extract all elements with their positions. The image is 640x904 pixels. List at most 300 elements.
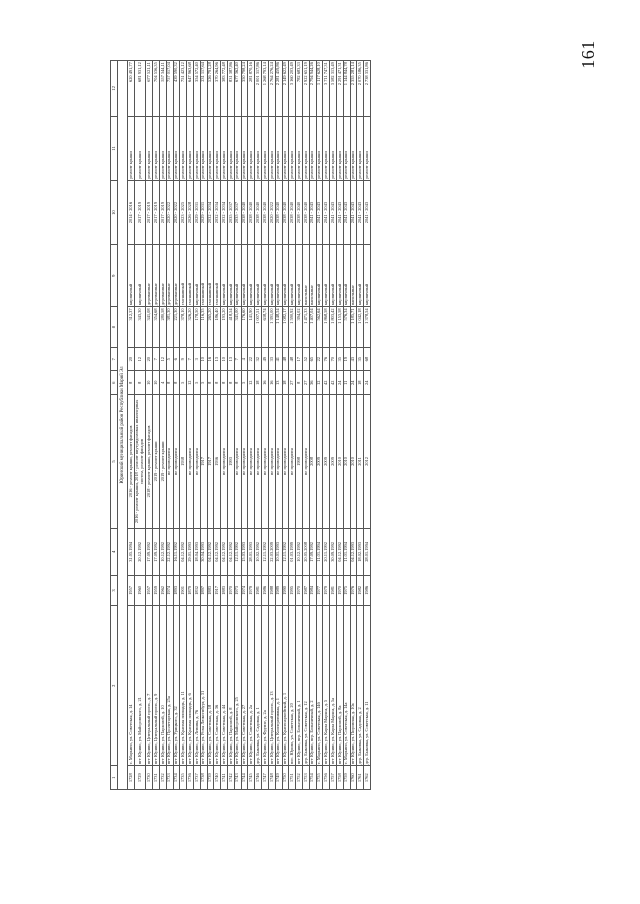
cell-area: 186,40 bbox=[214, 307, 221, 348]
column-number-3: 3 bbox=[111, 575, 118, 605]
cell-floors-or-entrances: 42 bbox=[323, 371, 330, 395]
cell-apartments: 41 bbox=[275, 347, 282, 371]
cell-last-repair: не проводился bbox=[193, 395, 200, 529]
cell-row-number: 1735 bbox=[180, 766, 187, 790]
cell-apartments: 5 bbox=[166, 347, 173, 371]
cell-last-repair: не проводился bbox=[289, 395, 296, 529]
cell-apartments: 76 bbox=[323, 347, 330, 371]
cell-address: пгт Юрино, ул. Красная площадь, д. 11 bbox=[180, 605, 187, 766]
cell-planned-period: 2038 - 2040 bbox=[275, 180, 282, 244]
table-row bbox=[337, 61, 344, 790]
cell-address: дер. Быковка, ул. Садовая, д. 1 bbox=[255, 605, 262, 766]
cell-year-built: 1974 bbox=[166, 575, 173, 605]
cell-row-number: 1732 bbox=[159, 766, 166, 790]
cell-address: пгт Юрино, ул. Пиронная, д. 10а bbox=[350, 605, 357, 766]
cell-area: 1 042,18 bbox=[357, 307, 364, 348]
table-row bbox=[207, 61, 214, 790]
cell-address: пгт Юрино, ул. Фрунзе, д. 2а bbox=[262, 605, 269, 766]
cell-apartments: 35 bbox=[357, 347, 364, 371]
cell-area: 1 153,58 bbox=[337, 307, 344, 348]
cell-floors-or-entrances: 16 bbox=[262, 371, 269, 395]
cell-apartments: 12 bbox=[134, 347, 145, 371]
cell-planned-period: 2035 - 2037 bbox=[228, 180, 235, 244]
cell-last-repair: не проводился bbox=[302, 395, 309, 529]
cell-cost: 647 963,68 bbox=[187, 61, 194, 117]
cell-last-repair: не проводился bbox=[234, 395, 241, 529]
cell-address: пгт Юрино, ул. Кооперативная, д. 1 bbox=[275, 605, 282, 766]
cell-floors-or-entrances: 8 bbox=[207, 371, 214, 395]
cell-year-built: 1979 bbox=[323, 575, 330, 605]
cell-address: пгт Юрино, ул. Розы Люксембург, д. 31 bbox=[200, 605, 207, 766]
cell-area: 1 378,54 bbox=[364, 307, 371, 348]
cell-work-type: ремонт крыши bbox=[268, 116, 275, 180]
cell-privatization-date: 28.01.1994 bbox=[364, 528, 371, 575]
cell-work-type: ремонт крыши bbox=[350, 116, 357, 180]
cell-area: 1 082,17 bbox=[282, 307, 289, 348]
cell-privatization-date: 10.02.1992 bbox=[255, 528, 262, 575]
cell-year-built: 1957 bbox=[146, 575, 153, 605]
cell-planned-period: 2029 - 2031 bbox=[200, 180, 207, 244]
cell-area: 1 803,42 bbox=[330, 307, 337, 348]
cell-apartments: 13 bbox=[228, 347, 235, 371]
cell-floors-or-entrances: 8 bbox=[214, 371, 221, 395]
cell-apartments: 49 bbox=[262, 347, 269, 371]
cell-last-repair: не проводился bbox=[255, 395, 262, 529]
cell-address: дер. Быковка, ул. Советская, д. 12 bbox=[302, 605, 309, 766]
cell-cost: 370 264,96 bbox=[214, 61, 221, 117]
table-row bbox=[193, 61, 200, 790]
cell-last-repair: 2018 - ремонт крыши, ремонт фасадов bbox=[146, 395, 153, 529]
cell-year-built: 1974 bbox=[241, 575, 248, 605]
cell-row-number: 1734 bbox=[173, 766, 180, 790]
cell-last-repair: не проводился bbox=[282, 395, 289, 529]
cell-address: с. Марьино, ул. Советская, д. 14 bbox=[128, 605, 135, 766]
cell-year-built: 1979 bbox=[248, 575, 255, 605]
cell-floors-or-entrances: 8 bbox=[234, 371, 241, 395]
cell-planned-period: 2020 - 2022 bbox=[173, 180, 180, 244]
cell-wall-material: смешанный bbox=[214, 245, 221, 307]
cell-apartments: 13 bbox=[214, 347, 221, 371]
cell-row-number: 1741 bbox=[221, 766, 228, 790]
cell-area: 562,64 bbox=[316, 307, 323, 348]
cell-planned-period: 2038 - 2040 bbox=[296, 180, 303, 244]
cell-last-repair: не проводился bbox=[241, 395, 248, 529]
cell-area: 354,68 bbox=[153, 307, 160, 348]
cell-work-type: ремонт крыши bbox=[364, 116, 371, 180]
cell-cost: 620 491,77 bbox=[128, 61, 135, 117]
cell-address: с. Марьино, ул. Советская, д. 14а bbox=[343, 605, 350, 766]
cell-cost: 2 738 331,86 bbox=[364, 61, 371, 117]
cell-planned-period: 2014 - 2016 bbox=[128, 180, 135, 244]
cell-planned-period: 2041 - 2043 bbox=[330, 180, 337, 244]
cell-row-number: 1754 bbox=[309, 766, 316, 790]
cell-work-type: ремонт крыши bbox=[323, 116, 330, 180]
cell-last-repair: не проводился bbox=[248, 395, 255, 529]
cell-work-type: ремонт крыши bbox=[221, 116, 228, 180]
cell-row-number: 1757 bbox=[330, 766, 337, 790]
cell-wall-material: кирпичный bbox=[296, 245, 303, 307]
cell-cost: 350 798,24 bbox=[241, 61, 248, 117]
cell-cost: 2 149 622,49 bbox=[282, 61, 289, 117]
cell-planned-period: 2032 - 2034 bbox=[207, 180, 214, 244]
cell-privatization-date: 29.01.1993 bbox=[187, 528, 194, 575]
cell-last-repair: 2009 bbox=[330, 395, 337, 529]
cell-last-repair: 2019 - ремонт крыши bbox=[153, 395, 160, 529]
cell-apartments: 48 bbox=[282, 347, 289, 371]
cell-floors-or-entrances: 16 bbox=[268, 371, 275, 395]
cell-cost: 704 536,35 bbox=[153, 61, 160, 117]
cell-cost: 354 572,40 bbox=[193, 61, 200, 117]
cell-row-number: 1737 bbox=[193, 766, 200, 790]
table-row bbox=[159, 61, 166, 790]
cell-privatization-date: 30.04.1993 bbox=[200, 528, 207, 575]
cell-wall-material: смешанный bbox=[200, 245, 207, 307]
table-row bbox=[173, 61, 180, 790]
table-row bbox=[309, 61, 316, 790]
cell-last-repair: 2016 - ремонт крыши, ремонт фасадов bbox=[128, 395, 135, 529]
table-row bbox=[330, 61, 337, 790]
cell-last-repair: 1938 bbox=[180, 395, 187, 529]
column-number-10: 10 bbox=[111, 180, 118, 244]
cell-address: пгт Юрино, ул. Советская, д. 2а bbox=[248, 605, 255, 766]
cell-area: 1 391,00 bbox=[268, 307, 275, 348]
cell-address: пгт Юрино, ул. Майоровского, д. 25 bbox=[234, 605, 241, 766]
cell-planned-period: 2020 - 2022 bbox=[268, 180, 275, 244]
cell-area: 1 007,51 bbox=[255, 307, 262, 348]
cell-address: дер. Быковка, ул. Советская, д. 11 bbox=[364, 605, 371, 766]
cell-address: пгт Юрино, ул. Пархомей, д. 8 bbox=[228, 605, 235, 766]
column-number-11: 11 bbox=[111, 116, 118, 180]
cell-work-type: ремонт крыши bbox=[262, 116, 269, 180]
cell-year-built: 1982 bbox=[357, 575, 364, 605]
cell-area: 576,34 bbox=[343, 307, 350, 348]
cell-address: пгт Юрино, ул. Пархомей, д. 10 bbox=[159, 605, 166, 766]
cell-wall-material: кирпичный bbox=[221, 245, 228, 307]
column-number-12: 12 bbox=[111, 61, 118, 117]
table-row bbox=[234, 61, 241, 790]
cell-wall-material: кирпичный bbox=[248, 245, 255, 307]
cell-row-number: 1733 bbox=[166, 766, 173, 790]
cell-planned-period: 2035 - 2037 bbox=[234, 180, 241, 244]
cell-area: 193,20 bbox=[221, 307, 228, 348]
cell-last-repair: 1917 bbox=[200, 395, 207, 529]
cell-privatization-date: 04.12.1992 bbox=[228, 528, 235, 575]
cell-work-type: ремонт крыши bbox=[234, 116, 241, 180]
cell-planned-period: 2026 - 2028 bbox=[187, 180, 194, 244]
cell-last-repair: 2009 bbox=[323, 395, 330, 529]
cell-cost: 831 387,86 bbox=[228, 61, 235, 117]
cell-row-number: 1743 bbox=[234, 766, 241, 790]
cell-address: пгт Юрино, ул. Красная площадь, д. 6 bbox=[187, 605, 194, 766]
cell-year-built: 1960 bbox=[134, 575, 145, 605]
cell-cost: 677 362,40 bbox=[234, 61, 241, 117]
cell-privatization-date: 04.12.1993 bbox=[350, 528, 357, 575]
cell-area: 141,90 bbox=[248, 307, 255, 348]
column-number-7: 7 bbox=[111, 347, 118, 371]
cell-planned-period: 2041 - 2043 bbox=[323, 180, 330, 244]
cell-wall-material: смешанный bbox=[180, 245, 187, 307]
cell-wall-material: кирпичный bbox=[289, 245, 296, 307]
cell-cost: 782 683,33 bbox=[296, 61, 303, 117]
cell-work-type: ремонт крыши bbox=[343, 116, 350, 180]
cell-row-number: 1738 bbox=[200, 766, 207, 790]
cell-row-number: 1745 bbox=[248, 766, 255, 790]
cell-planned-period: 2038 - 2040 bbox=[262, 180, 269, 244]
cell-wall-material: кирпичный bbox=[241, 245, 248, 307]
cell-year-built: 1893 bbox=[173, 575, 180, 605]
cell-wall-material: кирпичный bbox=[337, 245, 344, 307]
column-number-8: 8 bbox=[111, 307, 118, 348]
cell-row-number: 1758 bbox=[337, 766, 344, 790]
table-row bbox=[153, 61, 160, 790]
cell-row-number: 1747 bbox=[262, 766, 269, 790]
cell-cost: 2 764 276,24 bbox=[268, 61, 275, 117]
cell-row-number: 1730 bbox=[146, 766, 153, 790]
cell-wall-material: кирпичный bbox=[228, 245, 235, 307]
cell-year-built: 1901 bbox=[180, 575, 187, 605]
rotated-table-container bbox=[110, 60, 610, 790]
cell-wall-material: кирпичный bbox=[343, 245, 350, 307]
table-row bbox=[268, 61, 275, 790]
cell-privatization-date: 31.05.1994 bbox=[128, 528, 135, 575]
cell-row-number: 1740 bbox=[214, 766, 221, 790]
cell-year-built: 1959 bbox=[153, 575, 160, 605]
cell-planned-period: 2029 - 2031 bbox=[193, 180, 200, 244]
cell-last-repair: не проводился bbox=[262, 395, 269, 529]
cell-floors-or-entrances: 5 bbox=[180, 371, 187, 395]
cell-wall-material: кирпичный bbox=[364, 245, 371, 307]
cell-address: дер. Быковка, ул. Садовая, д. 2 bbox=[357, 605, 364, 766]
cell-address: пгт Юрино, Центральный просп., д. 13 bbox=[268, 605, 275, 766]
cell-work-type: ремонт крыши bbox=[282, 116, 289, 180]
cell-year-built: 1995 bbox=[289, 575, 296, 605]
column-number-row bbox=[111, 61, 118, 790]
cell-area: 418,54 bbox=[228, 307, 235, 348]
cell-work-type: ремонт крыши bbox=[187, 116, 194, 180]
table-row bbox=[282, 61, 289, 790]
cell-address: пгт Юрино, ул. Советская, д. 44 bbox=[221, 605, 228, 766]
cell-wall-material: панельные bbox=[350, 245, 357, 307]
cell-year-built: 1957 bbox=[128, 575, 135, 605]
cell-address: пгт Юрино, ул. Майоровского, д. 21 bbox=[134, 605, 145, 766]
cell-privatization-date: 04.12.1992 bbox=[207, 528, 214, 575]
cell-year-built: 1981 bbox=[255, 575, 262, 605]
cell-floors-or-entrances: 18 bbox=[357, 371, 364, 395]
cell-last-repair: не проводился bbox=[268, 395, 275, 529]
cell-floors-or-entrances: 8 bbox=[296, 371, 303, 395]
cell-last-repair: 2010 bbox=[350, 395, 357, 529]
cell-row-number: 1762 bbox=[364, 766, 371, 790]
column-number-2: 2 bbox=[111, 605, 118, 766]
cell-floors-or-entrances: 24 bbox=[337, 371, 344, 395]
cell-privatization-date: 20.11.1992 bbox=[323, 528, 330, 575]
cell-area: 265,20 bbox=[207, 307, 214, 348]
cell-floors-or-entrances: 12 bbox=[248, 371, 255, 395]
cell-planned-period: 2020 - 2022 bbox=[166, 180, 173, 244]
cell-address: пгт Юрино, ул. Советская, д. 18 bbox=[207, 605, 214, 766]
cell-floors-or-entrances: 12 bbox=[316, 371, 323, 395]
cell-planned-period: 2038 - 2040 bbox=[248, 180, 255, 244]
cell-area: 176,60 bbox=[241, 307, 248, 348]
cell-row-number: 1759 bbox=[343, 766, 350, 790]
cell-year-built: 1989 bbox=[275, 575, 282, 605]
cell-privatization-date: 11.01.1994 bbox=[316, 528, 323, 575]
cell-address: пгт Юрино, пер. Больничный, д. 1 bbox=[296, 605, 303, 766]
cell-year-built: 1976 bbox=[350, 575, 357, 605]
table-row bbox=[357, 61, 364, 790]
table-row bbox=[166, 61, 173, 790]
cell-year-built: 1975 bbox=[343, 575, 350, 605]
cell-apartments: 22 bbox=[248, 347, 255, 371]
cell-cost: 383 772,48 bbox=[221, 61, 228, 117]
cell-wall-material: кирпичный bbox=[282, 245, 289, 307]
cell-work-type: ремонт крыши bbox=[255, 116, 262, 180]
cell-apartments: 20 bbox=[128, 347, 135, 371]
cell-cost: 681 931,12 bbox=[134, 61, 145, 117]
cell-work-type: ремонт крыши bbox=[309, 116, 316, 180]
cell-area: 326,20 bbox=[187, 307, 194, 348]
cell-address: пгт Юрино, Центральный просп., д. 7 bbox=[146, 605, 153, 766]
cell-floors-or-entrances: 8 bbox=[173, 371, 180, 395]
cell-year-built: 1984 bbox=[309, 575, 316, 605]
cell-work-type: ремонт крыши bbox=[296, 116, 303, 180]
table-row bbox=[241, 61, 248, 790]
cell-cost: 2 281 459,86 bbox=[275, 61, 282, 117]
cell-row-number: 1749 bbox=[275, 766, 282, 790]
cell-row-number: 1744 bbox=[241, 766, 248, 790]
cell-work-type: ремонт крыши bbox=[207, 116, 214, 180]
cell-area: 312,37 bbox=[128, 307, 135, 348]
cell-address: пгт Юрино, Центральный просп., д. 9 bbox=[153, 605, 160, 766]
cell-year-built: 1883 bbox=[221, 575, 228, 605]
cell-work-type: ремонт крыши bbox=[357, 116, 364, 180]
cell-address: пос. Юрино, ул. Советская, д. 20 bbox=[289, 605, 296, 766]
district-header-row bbox=[118, 61, 128, 790]
cell-apartments: 70 bbox=[330, 347, 337, 371]
cell-year-built: 1970 bbox=[296, 575, 303, 605]
cell-year-built: 1832 bbox=[193, 575, 200, 605]
cell-year-built: 1977 bbox=[316, 575, 323, 605]
cell-work-type: ремонт крыши bbox=[275, 116, 282, 180]
cell-work-type: ремонт крыши bbox=[146, 116, 153, 180]
cell-year-built: 1970 bbox=[337, 575, 344, 605]
cell-floors-or-entrances: 5 bbox=[241, 371, 248, 395]
cell-year-built: 1986 bbox=[364, 575, 371, 605]
cell-wall-material: деревянные bbox=[159, 245, 166, 307]
cell-planned-period: 2032 - 2034 bbox=[214, 180, 221, 244]
column-number-1: 1 bbox=[111, 766, 118, 790]
cell-row-number: 1728 bbox=[128, 766, 135, 790]
cell-floors-or-entrances: 8 bbox=[166, 371, 173, 395]
table-row bbox=[350, 61, 357, 790]
cell-last-repair: 2008 bbox=[309, 395, 316, 529]
cell-wall-material: смешанный bbox=[187, 245, 194, 307]
cell-last-repair: 2012 bbox=[364, 395, 371, 529]
table-row bbox=[323, 61, 330, 790]
cell-planned-period: 2017 - 2019 bbox=[153, 180, 160, 244]
cell-last-repair: 2010 bbox=[343, 395, 350, 529]
cell-work-type: ремонт крыши bbox=[200, 116, 207, 180]
cell-cost: 2 291 471,31 bbox=[337, 61, 344, 117]
cell-floors-or-entrances: 11 bbox=[343, 371, 350, 395]
cell-planned-period: 2041 - 2043 bbox=[350, 180, 357, 244]
table-row bbox=[289, 61, 296, 790]
cell-row-number: 1731 bbox=[153, 766, 160, 790]
cell-privatization-date: 04.12.1992 bbox=[221, 528, 228, 575]
cell-wall-material: кирпичный bbox=[357, 245, 364, 307]
cell-area: 1 471,33 bbox=[302, 307, 309, 348]
cell-apartments: 17 bbox=[296, 347, 303, 371]
cell-area: 116,35 bbox=[200, 307, 207, 348]
column-number-9: 9 bbox=[111, 245, 118, 307]
cell-cost: 1 117 628,10 bbox=[316, 61, 323, 117]
cell-planned-period: 2023 - 2025 bbox=[180, 180, 187, 244]
cell-apartments: 10 bbox=[200, 347, 207, 371]
cell-year-built: 1981 bbox=[330, 575, 337, 605]
cell-floors-or-entrances: 4 bbox=[159, 371, 166, 395]
district-title: Юринский муниципальный район Республики Марий Эл bbox=[118, 61, 128, 790]
cell-area: 178,50 bbox=[193, 307, 200, 348]
cell-planned-period: 2041 - 2043 bbox=[337, 180, 344, 244]
cell-work-type: ремонт крыши bbox=[134, 116, 145, 180]
cell-wall-material: кирпичный bbox=[268, 245, 275, 307]
cell-cost: 1 268 793,14 bbox=[262, 61, 269, 117]
cell-privatization-date: 20.12.1992 bbox=[134, 528, 145, 575]
cell-apartments: 10 bbox=[221, 347, 228, 371]
cell-address: пгт Юрино, ул. Карла Маркса, д. 5 bbox=[323, 605, 330, 766]
cell-last-repair: 2019 - ремонт крыши bbox=[159, 395, 166, 529]
table-row bbox=[275, 61, 282, 790]
cell-cost: 557 344,11 bbox=[159, 61, 166, 117]
cell-wall-material: кирпичный bbox=[323, 245, 330, 307]
cell-area: 341,00 bbox=[234, 307, 241, 348]
cell-floors-or-entrances: 24 bbox=[364, 371, 371, 395]
cell-row-number: 1761 bbox=[357, 766, 364, 790]
cell-wall-material: кирпичный bbox=[262, 245, 269, 307]
cell-privatization-date: 30.09.1992 bbox=[330, 528, 337, 575]
cell-year-built: 1897 bbox=[200, 575, 207, 605]
cell-cost: 1 144 844,78 bbox=[343, 61, 350, 117]
cell-apartments: 22 bbox=[316, 347, 323, 371]
cell-wall-material: кирпичный bbox=[275, 245, 282, 307]
cell-apartments: 32 bbox=[255, 347, 262, 371]
cell-wall-material: смешанный bbox=[207, 245, 214, 307]
cell-apartments: 52 bbox=[302, 347, 309, 371]
cell-privatization-date: 18.04.1993 bbox=[193, 528, 200, 575]
cell-address: пгт Юрино, ул. Советская, д. 36 bbox=[214, 605, 221, 766]
cell-area: 1 407,04 bbox=[309, 307, 316, 348]
cell-row-number: 1750 bbox=[282, 766, 289, 790]
cell-planned-period: 2041 - 2043 bbox=[309, 180, 316, 244]
cell-area: 378,10 bbox=[180, 307, 187, 348]
cell-area: 381,30 bbox=[166, 307, 173, 348]
cell-apartments: 68 bbox=[364, 347, 371, 371]
cell-apartments: 33 bbox=[268, 347, 275, 371]
table-row bbox=[187, 61, 194, 790]
cell-work-type: ремонт крыши bbox=[330, 116, 337, 180]
cell-privatization-date: 28.01.1993 bbox=[248, 528, 255, 575]
table-row bbox=[200, 61, 207, 790]
cell-cost: 2 001 317,86 bbox=[255, 61, 262, 117]
cell-cost: 439 590,32 bbox=[173, 61, 180, 117]
cell-floors-or-entrances: 5 bbox=[200, 371, 207, 395]
cell-year-built: 1962 bbox=[159, 575, 166, 605]
cell-privatization-date: 22.03.2009 bbox=[268, 528, 275, 575]
cell-row-number: 1736 bbox=[187, 766, 194, 790]
table-row bbox=[180, 61, 187, 790]
cell-privatization-date: 20.05.2008 bbox=[302, 528, 309, 575]
cell-cost: 751 423,12 bbox=[180, 61, 187, 117]
